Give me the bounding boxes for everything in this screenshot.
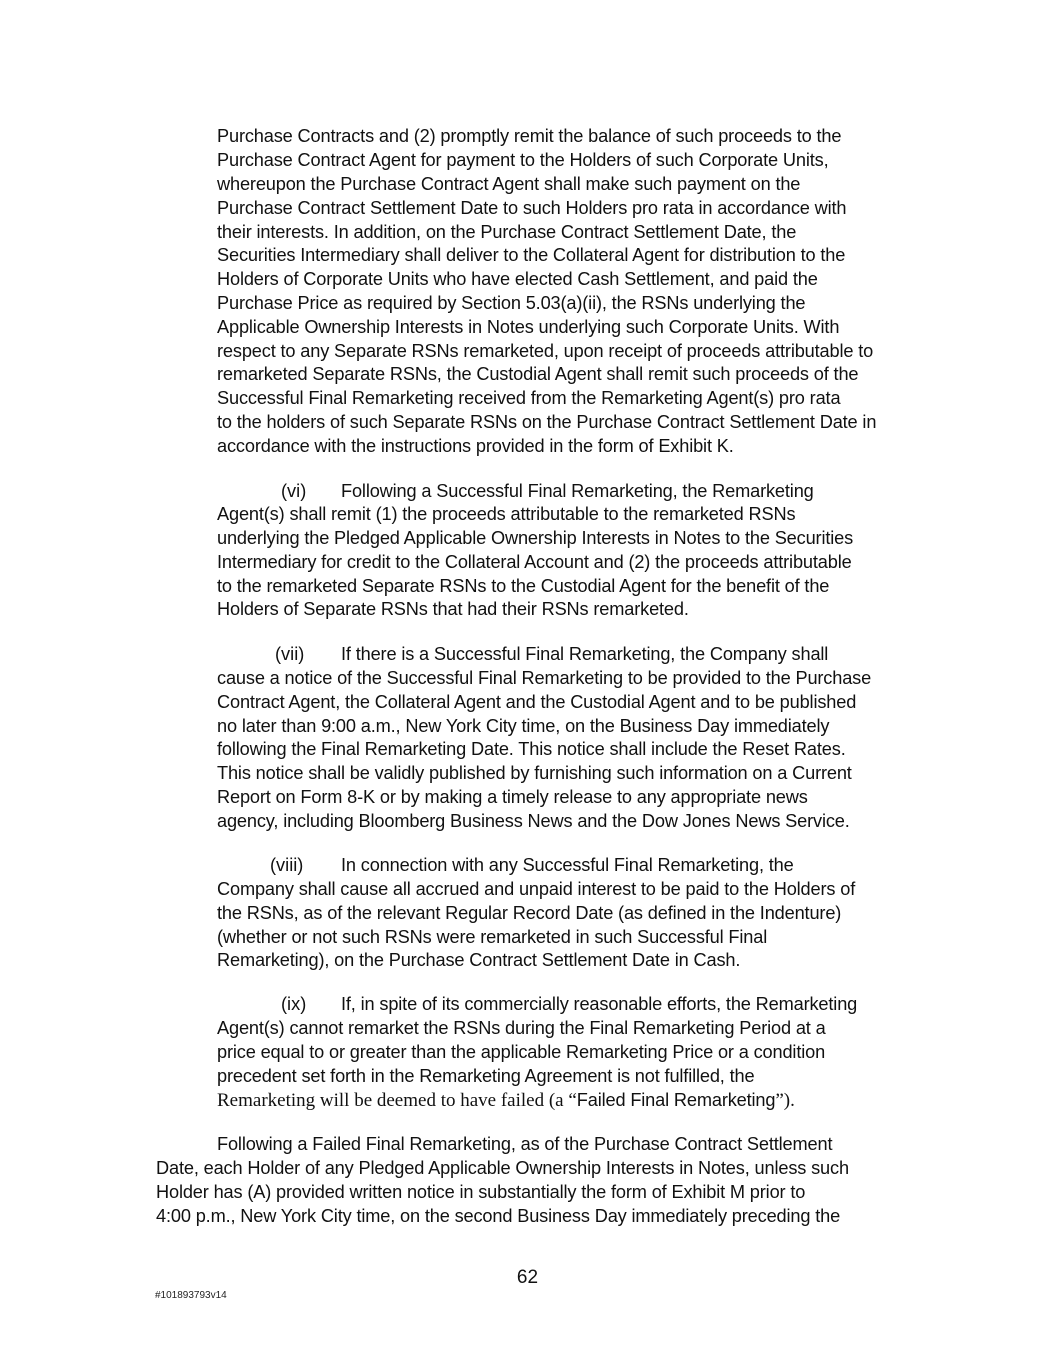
text-line: Remarketing), on the Purchase Contract Settlement Date in Cash. <box>217 950 741 970</box>
text-line: Purchase Contract Settlement Date to such Holders pro rata in accordance with <box>217 198 847 218</box>
page-number: 62 <box>516 1267 539 1288</box>
text-line: Holder has (A) provided written notice in substantially the form of Exhibit M prior to <box>156 1182 806 1202</box>
clause-marker: (vi) <box>281 481 307 501</box>
text-line: 4:00 p.m., New York City time, on the second Business Day immediately preceding the <box>156 1206 841 1226</box>
text-line: This notice shall be validly published by furnishing such information on a Current <box>217 763 852 783</box>
text-line: Successful Final Remarketing received from the Remarketing Agent(s) pro rata <box>217 388 841 408</box>
text-line: Intermediary for credit to the Collateral Account and (2) the proceeds attributable <box>217 552 852 572</box>
text-line: price equal to or greater than the applicable Remarketing Price or a condition <box>217 1042 826 1062</box>
text-line: Purchase Contract Agent for payment to the Holders of such Corporate Units, <box>217 150 829 170</box>
clause-marker: (vii) <box>275 644 305 664</box>
text-line: In connection with any Successful Final Remarketing, the <box>341 855 794 875</box>
text-line: agency, including Bloomberg Business News and the Dow Jones News Service. <box>217 811 850 831</box>
text-line: Holders of Corporate Units who have elected Cash Settlement, and paid the <box>217 269 818 289</box>
text-line: Date, each Holder of any Pledged Applicable Ownership Interests in Notes, unless such <box>156 1158 849 1178</box>
text-line: to the remarketed Separate RSNs to the Custodial Agent for the benefit of the <box>217 576 830 596</box>
text-line: Purchase Price as required by Section 5.03(a)(ii), the RSNs underlying the <box>217 293 806 313</box>
clause-marker: (viii) <box>270 855 304 875</box>
text-line: underlying the Pledged Applicable Ownership Interests in Notes to the Securities <box>217 528 854 548</box>
text-line: Following a Failed Final Remarketing, as of the Purchase Contract Settlement <box>217 1134 833 1154</box>
text-segment: Remarketing will be deemed to have failed (a “ <box>217 1090 577 1111</box>
text-line: to the holders of such Separate RSNs on the Purchase Contract Settlement Date in <box>217 412 877 432</box>
text-line: accordance with the instructions provided in the form of Exhibit K. <box>217 436 734 456</box>
text-line: Purchase Contracts and (2) promptly remit the balance of such proceeds to the <box>217 126 842 146</box>
text-line: If there is a Successful Final Remarketing, the Company shall <box>341 644 829 664</box>
text-line: respect to any Separate RSNs remarketed, upon receipt of proceeds attributable to <box>217 341 874 361</box>
text-line: Report on Form 8-K or by making a timely release to any appropriate news <box>217 787 808 807</box>
text-line: Company shall cause all accrued and unpaid interest to be paid to the Holders of <box>217 879 856 899</box>
clause-marker: (ix) <box>281 994 307 1014</box>
text-line <box>217 1088 795 1113</box>
text-line: Holders of Separate RSNs that had their RSNs remarketed. <box>217 599 689 619</box>
text-line: (whether or not such RSNs were remarketed in such Successful Final <box>217 927 768 947</box>
document-id: #101893793v14 <box>155 1290 227 1301</box>
text-line: Agent(s) cannot remarket the RSNs during the Final Remarketing Period at a <box>217 1018 826 1038</box>
text-line: no later than 9:00 a.m., New York City time, on the Business Day immediately <box>217 716 830 736</box>
text-line: precedent set forth in the Remarketing Agreement is not fulfilled, the <box>217 1066 755 1086</box>
text-line: following the Final Remarketing Date. This notice shall include the Reset Rates. <box>217 739 846 759</box>
text-line: Applicable Ownership Interests in Notes underlying such Corporate Units. With <box>217 317 840 337</box>
text-line: the RSNs, as of the relevant Regular Record Date (as defined in the Indenture) <box>217 903 842 923</box>
text-line: Contract Agent, the Collateral Agent and the Custodial Agent and to be published <box>217 692 857 712</box>
text-line: cause a notice of the Successful Final Remarketing to be provided to the Purchase <box>217 668 872 688</box>
text-line: their interests. In addition, on the Purchase Contract Settlement Date, the <box>217 222 797 242</box>
defined-term: Failed Final Remarketing <box>576 1090 776 1110</box>
text-line: Securities Intermediary shall deliver to the Collateral Agent for distribution to the <box>217 245 846 265</box>
text-line: remarketed Separate RSNs, the Custodial Agent shall remit such proceeds of the <box>217 364 859 384</box>
text-line: If, in spite of its commercially reasonable efforts, the Remarketing <box>341 994 858 1014</box>
text-segment: ”). <box>775 1090 795 1111</box>
text-line: Following a Successful Final Remarketing, the Remarketing <box>341 481 814 501</box>
text-line: Agent(s) shall remit (1) the proceeds attributable to the remarketed RSNs <box>217 504 796 524</box>
text-line: whereupon the Purchase Contract Agent shall make such payment on the <box>217 174 801 194</box>
